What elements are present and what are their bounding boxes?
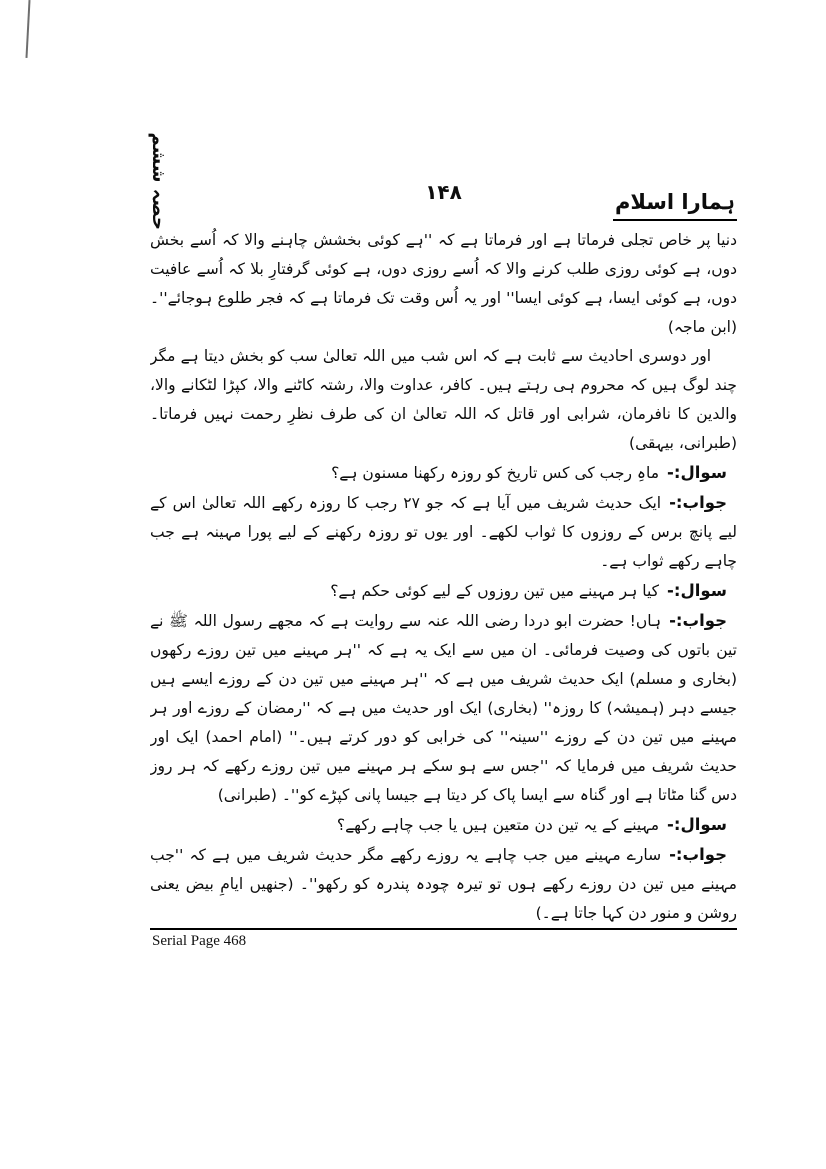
answer-paragraph xyxy=(150,606,737,810)
page-number: ۱۴۸ xyxy=(425,180,462,204)
answer-paragraph xyxy=(150,840,737,926)
part-label: حصہ ششم xyxy=(148,132,169,230)
question-text: مہینے کے یہ تین دن متعین ہیں یا جب چاہے رکھے؟ xyxy=(336,816,659,834)
question-label: سوال:- xyxy=(667,581,727,600)
question-text: کیا ہر مہینے میں تین روزوں کے لیے کوئی حکم ہے؟ xyxy=(330,582,659,600)
answer-text: سارے مہینے میں جب چاہے یہ روزے رکھے مگر حدیث شریف میں ہے کہ ''جب مہینے میں تین دن روزے رکھے ہوں تو تیرہ چودہ پندرہ کو رکھو''۔ (جنھیں ایامِ بیض یعنی روشن و منور دن کہا جاتا ہے۔) xyxy=(150,846,737,922)
question-label: سوال:- xyxy=(667,463,727,482)
answer-label: جواب:- xyxy=(669,493,727,512)
question-paragraph xyxy=(150,576,737,606)
question-label: سوال:- xyxy=(667,815,727,834)
serial-page-label: Serial Page 468 xyxy=(152,933,247,949)
answer-text: ہاں! حضرت ابو دردا رضی اللہ عنہ سے روایت ہے کہ مجھے رسول اللہ ﷺ نے تین باتوں کی وصیت فرمائی۔ ان میں سے ایک یہ ہے کہ ''ہر مہینے میں تین روزے رکھوں (بخاری و مسلم) ایک حدیث شریف میں ہے کہ ''ہر مہینے میں تین دن کے روزے ایسے ہیں جیسے دہر (ہمیشہ) کا روزہ'' (بخاری) ایک اور حدیث میں ہے کہ ''رمضان کے روزے اور ہر مہینے میں تین دن کے روزے ''سینہ'' کی خرابی کو دور کرتے ہیں۔'' (امام احمد) ایک اور حدیث شریف میں فرمایا کہ ''جس سے ہو سکے ہر مہینے میں تین روزے رکھے کہ ہر روز دس گنا مٹاتا ہے اور گناہ سے ایسا پاک کر دیتا ہے جیسا پانی کپڑے کو''۔ (طبرانی) xyxy=(150,612,737,804)
question-paragraph xyxy=(150,458,737,488)
page-body xyxy=(150,226,737,926)
answer-text: ایک حدیث شریف میں آیا ہے کہ جو ۲۷ رجب کا روزہ رکھے اللہ تعالیٰ اس کے لیے پانچ برس کے روزوں کا ثواب لکھے۔ اور یوں تو روزہ رکھنے کے لیے پورا مہینہ ہے جب چاہے رکھے ثواب ہے۔ xyxy=(150,494,737,570)
question-text: ماہِ رجب کی کس تاریخ کو روزہ رکھنا مسنون ہے؟ xyxy=(331,464,659,482)
answer-label: جواب:- xyxy=(669,611,727,630)
paragraph xyxy=(150,226,737,342)
paragraph xyxy=(150,342,737,458)
answer-paragraph xyxy=(150,488,737,576)
paragraph-text: اور دوسری احادیث سے ثابت ہے کہ اس شب میں اللہ تعالیٰ سب کو بخش دیتا ہے مگر چند لوگ ہیں کہ محروم ہی رہتے ہیں۔ کافر، عداوت والا، رشتہ کاٹنے والا، کپڑا لٹکانے والا، والدین کا نافرمان، شرابی اور قاتل کہ اللہ تعالیٰ ان کی طرف نظرِ رحمت نہیں فرماتا۔ (طبرانی، بیہقی) xyxy=(150,347,737,452)
scan-artifact-line xyxy=(25,0,30,58)
book-title: ہمارا اسلام xyxy=(613,190,737,221)
footer-divider xyxy=(150,928,737,930)
answer-label: جواب:- xyxy=(669,845,727,864)
paragraph-text: دنیا پر خاص تجلی فرماتا ہے اور فرماتا ہے کہ ''ہے کوئی بخشش چاہنے والا کہ اُسے بخش دوں، ہے کوئی روزی طلب کرنے والا کہ اُسے روزی دوں، ہے کوئی گرفتارِ بلا کہ اُسے عافیت دوں، ہے کوئی ایسا، ہے کوئی ایسا'' اور یہ اُس وقت تک فرماتا ہے کہ فجر طلوع ہوجائے''۔ (ابن ماجہ) xyxy=(150,231,737,336)
question-paragraph xyxy=(150,810,737,840)
